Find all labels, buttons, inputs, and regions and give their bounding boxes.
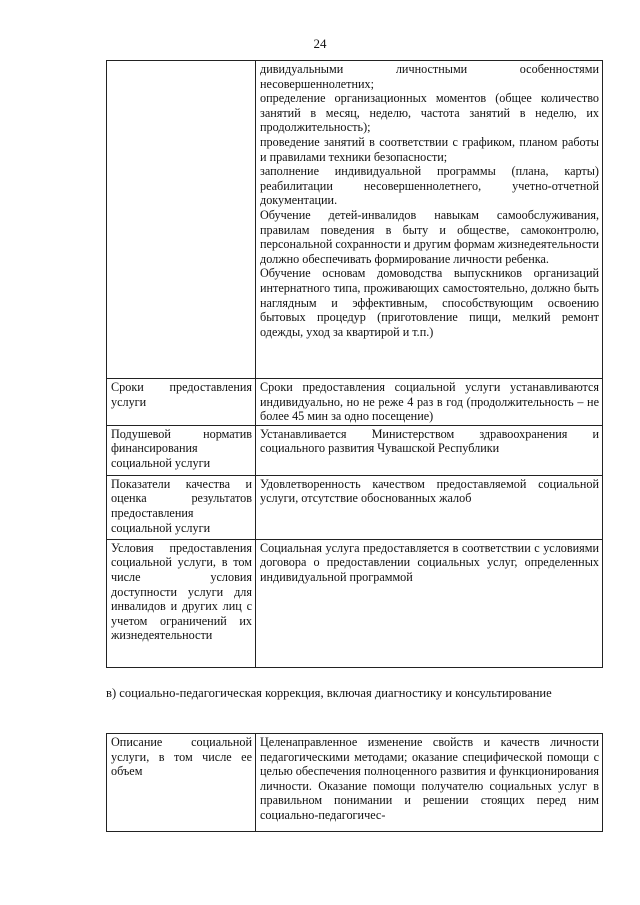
- row-value: Удовлетворенность качеством предоставляемой социальной услуги, отсутствие обоснованных жалоб: [256, 475, 603, 539]
- row-value: Устанавливается Министерством здравоохранения и социального развития Чувашской Республики: [256, 425, 603, 475]
- row-label: Условия предоставления социальной услуги, в том числе условия доступности услуги для инвалидов и других лиц с учетом ограничений их жизнедеятельности: [107, 539, 256, 667]
- row-label: Подушевой норматив финансирования социальной услуги: [107, 425, 256, 475]
- paragraph: дивидуальными личностными особенностями несовершеннолетних;: [260, 62, 599, 91]
- value-cell: [256, 61, 603, 379]
- table-row: [107, 379, 603, 426]
- table-row-continuation: [107, 61, 603, 379]
- row-value: Целенаправленное изменение свойств и качеств личности педагогическими методами; оказание специфической помощи с целью обеспечения полноценного развития и функционирования личности. Оказание помощи получателю социальных услуг в правильном понимании и решении стоящих перед ним социально-педагогичес-: [256, 734, 603, 832]
- row-label: Сроки предоставления услуги: [107, 379, 256, 426]
- paragraph: заполнение индивидуальной программы (плана, карты) реабилитации несовершеннолетнего, учетно-отчетной документации.: [260, 164, 599, 208]
- table-row: [107, 539, 603, 667]
- table-row: [107, 425, 603, 475]
- paragraph: Обучение детей-инвалидов навыкам самообслуживания, правилам поведения в быту и обществе, самоконтролю, персональной сохранности и другим формам жизнедеятельности должно обеспечивать формирование личности ребенка.: [260, 207, 600, 266]
- table-row: [107, 475, 603, 539]
- paragraph: проведение занятий в соответствии с графиком, планом работы и правилами техники безопасности;: [260, 134, 599, 164]
- correction-table: [106, 733, 603, 832]
- paragraph: определение организационных моментов (общее количество занятий в месяц, неделю, частота занятий в неделю, их продолжительность);: [260, 91, 599, 135]
- row-label: Показатели качества и оценка результатов предоставления социальной услуги: [107, 475, 256, 539]
- table-row: [107, 734, 603, 832]
- paragraph: Обучение основам домоводства выпускников организаций интернатного типа, проживающих самостоятельно, должно быть наглядным и эффективным, способствующим освоению бытовых процедур (приготовление пищи, мелкий ремонт одежды, уход за квартирой и т.п.): [260, 266, 599, 339]
- page-number: 24: [313, 36, 327, 51]
- services-table: [106, 60, 603, 668]
- row-value: Социальная услуга предоставляется в соответствии с условиями договора о предоставлении социальных услуг, определенных индивидуальной программой: [256, 539, 603, 667]
- label-cell: [107, 61, 256, 379]
- row-value: Сроки предоставления социальной услуги устанавливаются индивидуально, но не реже 4 раз в год (продолжительность – не более 45 мин за одно посещение): [256, 379, 603, 426]
- section-heading: в) социально-педагогическая коррекция, включая диагностику и консультирование: [106, 686, 552, 700]
- row-label: Описание социальной услуги, в том числе ее объем: [107, 734, 256, 832]
